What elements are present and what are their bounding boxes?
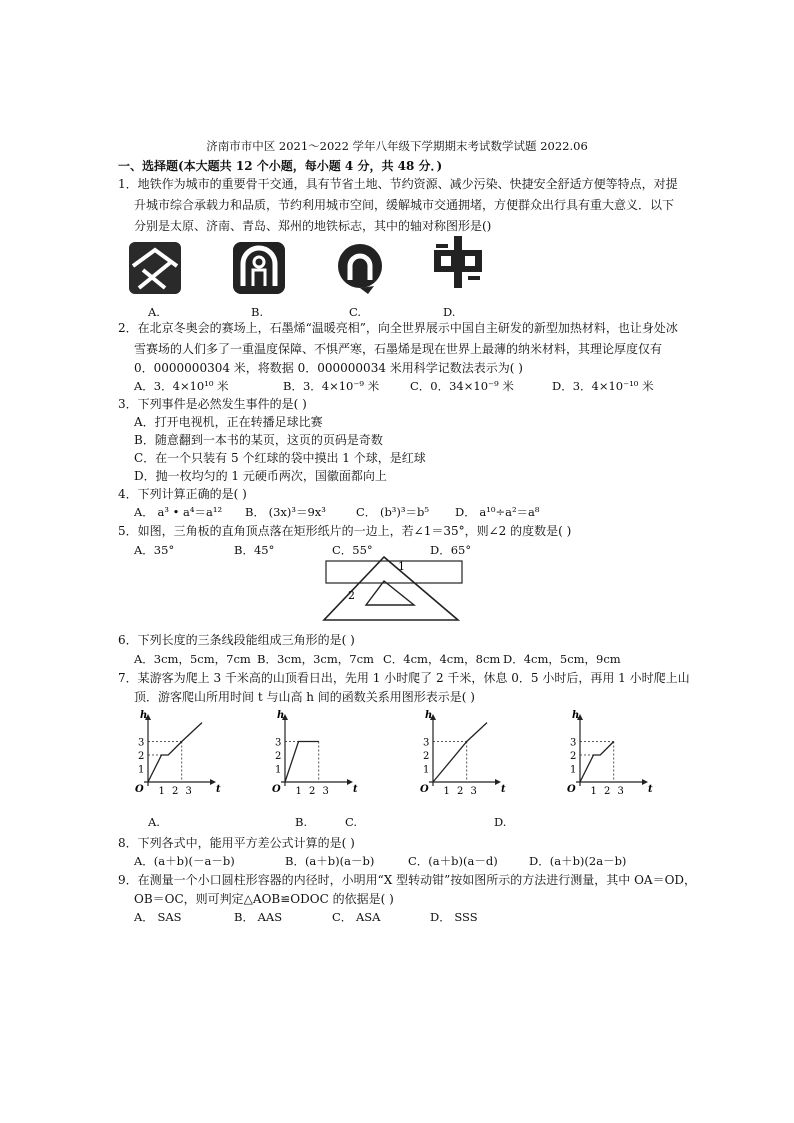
q1-option-d: D. xyxy=(443,305,456,319)
q4-option-b: B． (3x)³＝9x³ xyxy=(245,505,326,519)
zhengzhou-metro-logo xyxy=(432,236,484,288)
q9-option-a: A． SAS xyxy=(134,910,182,924)
x-tick-label: 3 xyxy=(470,786,477,797)
t-axis-label: t xyxy=(216,784,221,795)
h-axis-label: h xyxy=(277,710,285,721)
page-title: 济南市市中区 2021～2022 学年八年级下学期期末考试数学试题 2022.06 xyxy=(206,139,588,153)
q8-option-a: A．(a＋b)(－a－b) xyxy=(134,854,235,868)
q5-stem: 5．如图，三角板的直角顶点落在矩形纸片的一边上，若∠1＝35°，则∠2 的度数是( ) xyxy=(118,524,572,538)
origin-label: O xyxy=(135,784,144,795)
q6-option-d: D．4cm，5cm，9cm xyxy=(503,652,621,666)
q3-stem: 3．下列事件是必然发生事件的是( ) xyxy=(118,397,307,411)
q9-option-c: C． ASA xyxy=(332,910,381,924)
q5-figure xyxy=(322,557,467,627)
q6-stem: 6．下列长度的三条线段能组成三角形的是( ) xyxy=(118,633,355,647)
angle-1-label: 1 xyxy=(398,560,405,573)
x-tick-label: 3 xyxy=(185,786,192,797)
t-axis-label: t xyxy=(353,784,358,795)
q1-line-3: 分别是太原、济南、青岛、郑州的地铁标志，其中的轴对称图形是() xyxy=(134,219,492,233)
q8-option-b: B．(a＋b)(a－b) xyxy=(285,854,375,868)
y-tick-label: 3 xyxy=(423,737,430,749)
origin-label: O xyxy=(272,784,281,795)
x-tick-label: 1 xyxy=(295,786,302,797)
x-tick-label: 1 xyxy=(443,786,450,797)
x-tick-label: 2 xyxy=(604,786,611,797)
q7-option-c: C. xyxy=(345,815,358,829)
q7-graph-b xyxy=(265,707,375,797)
q2-option-b: B．3．4×10⁻⁹ 米 xyxy=(283,379,380,393)
q5-option-d: D．65° xyxy=(430,543,472,557)
q3-option-d: D．抛一枚均匀的 1 元硬币两次，国徽面都向上 xyxy=(134,469,387,483)
q7-option-b: B. xyxy=(295,815,308,829)
q7-graph-d xyxy=(560,707,670,797)
t-axis-label: t xyxy=(648,784,653,795)
q4-option-a: A． a³ • a⁴＝a¹² xyxy=(134,505,223,519)
q4-option-d: D． a¹⁰÷a²＝a⁸ xyxy=(455,505,540,519)
q8-stem: 8．下列各式中，能用平方差公式计算的是( ) xyxy=(118,836,355,850)
h-axis-label: h xyxy=(572,710,580,721)
x-tick-label: 2 xyxy=(172,786,179,797)
q1-option-b: B. xyxy=(251,305,264,319)
function-line xyxy=(148,723,202,782)
x-tick-label: 1 xyxy=(158,786,165,797)
y-tick-label: 1 xyxy=(423,764,430,776)
q5-option-b: B．45° xyxy=(234,543,275,557)
function-line xyxy=(433,723,487,782)
origin-label: O xyxy=(567,784,576,795)
q2-line-3: 0．0000000304 米，将数据 0．000000034 米用科学记数法表示为( ) xyxy=(134,361,523,375)
y-tick-label: 2 xyxy=(570,751,577,762)
q8-option-d: D．(a＋b)(2a－b) xyxy=(529,854,627,868)
q7-graph-a xyxy=(128,707,238,797)
q7-graph-c xyxy=(413,707,523,797)
x-tick-label: 2 xyxy=(309,786,316,797)
x-tick-label: 3 xyxy=(617,786,624,797)
y-tick-label: 3 xyxy=(138,737,145,749)
y-tick-label: 3 xyxy=(570,737,577,749)
q6-option-a: A．3cm，5cm，7cm xyxy=(134,652,251,666)
q7-option-d: D. xyxy=(494,815,507,829)
x-tick-label: 2 xyxy=(457,786,464,797)
h-axis-label: h xyxy=(140,710,148,721)
q4-stem: 4．下列计算正确的是( ) xyxy=(118,487,247,501)
q9-option-b: B． AAS xyxy=(234,910,283,924)
y-tick-label: 2 xyxy=(138,751,145,762)
q2-option-a: A．3．4×10¹⁰ 米 xyxy=(134,379,229,393)
q2-option-c: C．0．34×10⁻⁹ 米 xyxy=(410,379,514,393)
q2-line-1: 2．在北京冬奥会的赛场上，石墨烯“温暖亮相”，向全世界展示中国自主研发的新型加热材料，也让身处冰 xyxy=(118,321,678,335)
y-tick-label: 1 xyxy=(570,764,577,776)
q6-option-c: C．4cm，4cm，8cm xyxy=(383,652,501,666)
q6-option-b: B．3cm，3cm，7cm xyxy=(257,652,374,666)
q8-option-c: C．(a＋b)(a－d) xyxy=(408,854,498,868)
y-tick-label: 3 xyxy=(275,737,282,749)
q9-line-2: OB＝OC，则可判定△AOB≌ODOC 的依据是( ) xyxy=(134,892,394,906)
q1-line-2: 升城市综合承载力和品质，节约利用城市空间，缓解城市交通拥堵，方便群众出行具有重大意义．以下 xyxy=(134,198,675,212)
q1-line-1: 1．地铁作为城市的重要骨干交通，具有节省土地、节约资源、减少污染、快捷安全舒适方便等特点，对提 xyxy=(118,177,678,191)
q9-line-1: 9．在测量一个小口圆柱形容器的内径时，小明用“X 型转动钳”按如图所示的方法进行测量，其中 OA＝OD， xyxy=(118,873,697,887)
y-tick-label: 1 xyxy=(138,764,145,776)
q5-option-c: C．55° xyxy=(332,543,373,557)
q2-line-2: 雪赛场的人们多了一重温度保障、不惧严寒，石墨烯是现在世界上最薄的纳米材料，其理论厚度仅有 xyxy=(134,342,663,356)
q1-option-c: C. xyxy=(349,305,362,319)
q2-option-d: D．3．4×10⁻¹⁰ 米 xyxy=(552,379,654,393)
q4-option-c: C． (b³)³＝b⁵ xyxy=(356,505,429,519)
q7-line-2: 顶．游客爬山所用时间 t 与山高 h 间的函数关系用图形表示是( ) xyxy=(134,690,475,704)
function-line xyxy=(580,742,614,783)
q1-option-a: A. xyxy=(148,305,160,319)
q3-option-c: C．在一个只装有 5 个红球的袋中摸出 1 个球，是红球 xyxy=(134,451,426,465)
function-line xyxy=(285,742,319,783)
q9-option-d: D． SSS xyxy=(430,910,478,924)
q3-option-b: B．随意翻到一本书的某页，这页的页码是奇数 xyxy=(134,433,383,447)
y-tick-label: 2 xyxy=(275,751,282,762)
jinan-metro-logo xyxy=(233,242,285,294)
t-axis-label: t xyxy=(501,784,506,795)
x-tick-label: 3 xyxy=(322,786,329,797)
q7-line-1: 7．某游客为爬上 3 千米高的山顶看日出，先用 1 小时爬了 2 千米，休息 0．5 小时后，再用 1 小时爬上山 xyxy=(118,671,690,685)
angle-2-label: 2 xyxy=(348,589,355,602)
qingdao-metro-logo xyxy=(334,242,386,294)
q3-option-a: A．打开电视机，正在转播足球比赛 xyxy=(134,415,323,429)
q7-option-a: A. xyxy=(148,815,160,829)
origin-label: O xyxy=(420,784,429,795)
y-tick-label: 2 xyxy=(423,751,430,762)
h-axis-label: h xyxy=(425,710,433,721)
taiyuan-metro-logo xyxy=(129,242,181,294)
x-tick-label: 1 xyxy=(590,786,597,797)
section-heading: 一、选择题(本大题共 12 个小题，每小题 4 分，共 48 分．) xyxy=(118,159,443,173)
q5-option-a: A．35° xyxy=(134,543,175,557)
y-tick-label: 1 xyxy=(275,764,282,776)
